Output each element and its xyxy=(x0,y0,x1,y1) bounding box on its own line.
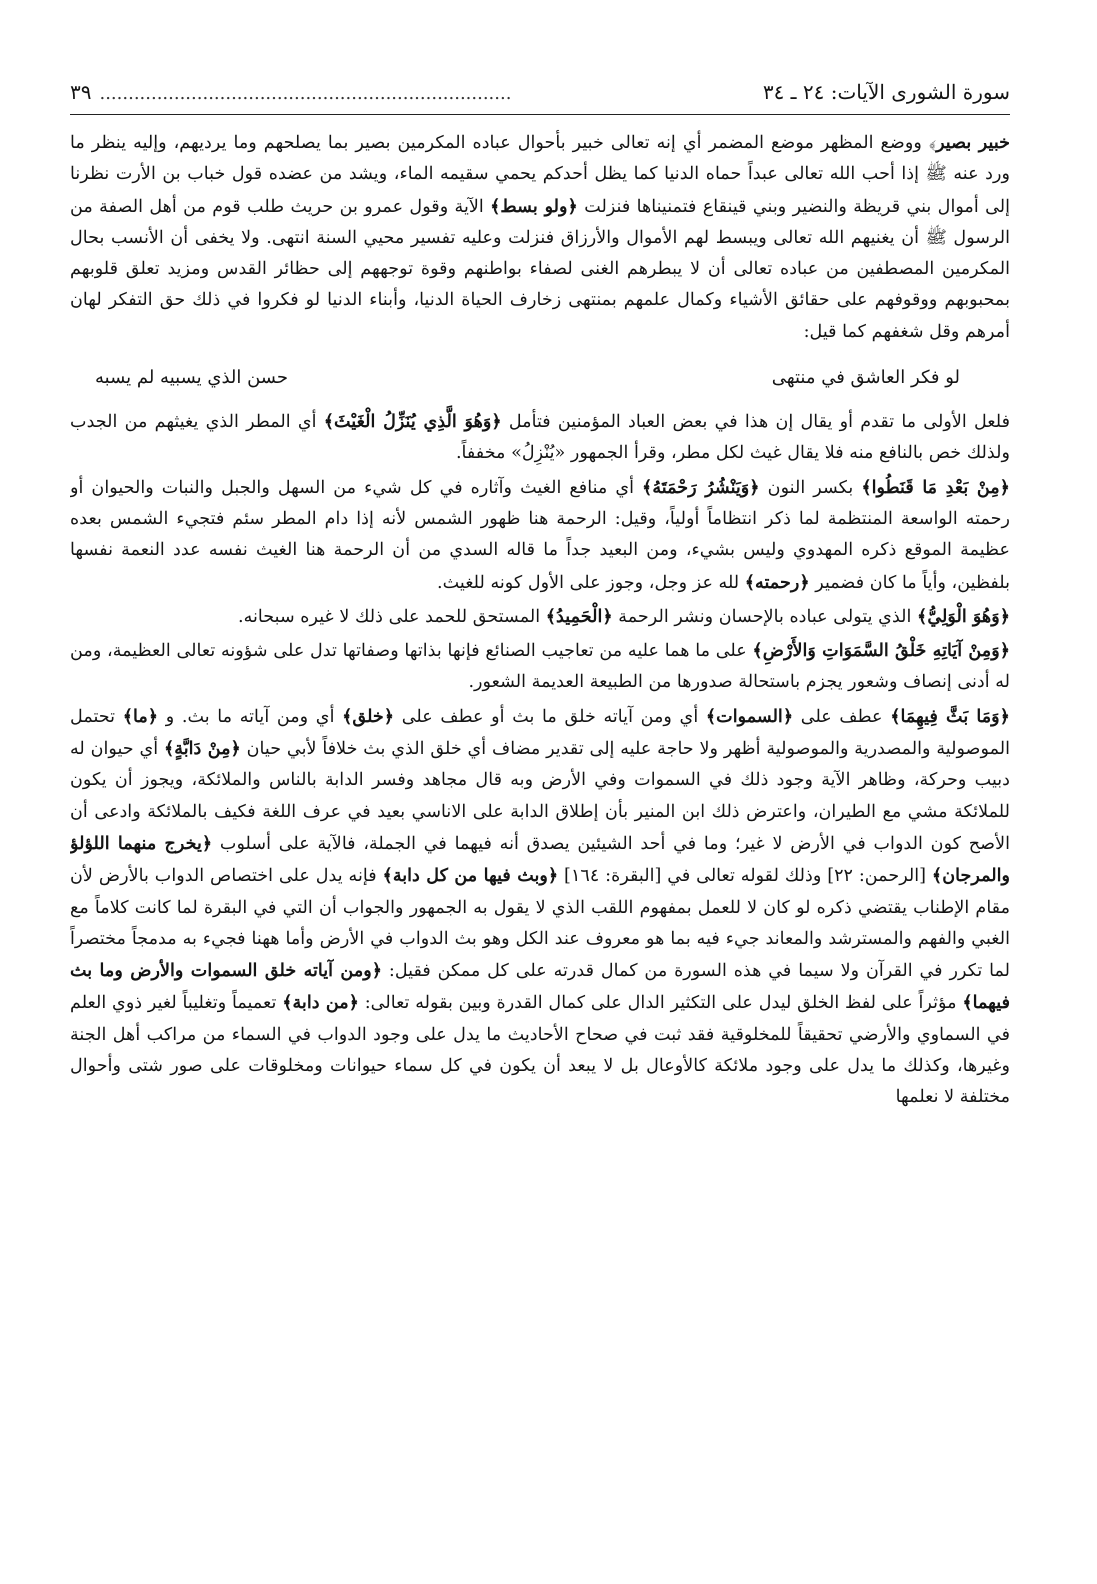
running-header xyxy=(70,72,1010,112)
commentary-text: تعميماً وتغليباً لغير ذوي العلم في السماوي والأرضي تحقيقاً للمخلوقية فقد ثبت في صحاح الأحاديث ما يدل على وجود الدواب في السماء من مراكب أهل الجنة وغيرها، وكذلك ما يدل على وجود ملائكة كالأوعال بل لا يبعد أن يكون في كل سماء حيوانات ومخلوقات على صور شتى وأحوال مختلفة لا نعلمها xyxy=(70,993,1010,1108)
quoted-verse: ﴿وبث فيها من كل دابة﴾ xyxy=(382,865,559,887)
paragraph-1 xyxy=(70,127,1010,348)
quoted-verse: ﴿رحمته﴾ xyxy=(744,571,810,593)
quoted-verse: ﴿ما﴾ xyxy=(122,705,159,727)
quoted-verse: ﴿وَمِنْ آيَاتِهِ خَلْقُ السَّمَوَاتِ وَالأَرْضِ﴾ xyxy=(752,640,1010,662)
paragraph-6 xyxy=(70,701,1010,1114)
commentary-text: الآية وقول عمرو بن حريث طلب قوم من أهل الصفة من الرسول ﷺ أن يغنيهم الله تعالى ويبسط لهم الأموال والأرزاق فنزلت وعليه تفسير محيي السنة انتهى. ولا يخفى أن الأنسب بحال المكرمين المصطفين من عباده تعالى أن لا يبطرهم الغنى لصفاء بواطنهم وقوة توجههم إلى حظائر القدس ومزيد تعلق قلوبهم بمحبوبهم ووقوفهم على حقائق الأشياء وكمال علمهم بمنتهى زخارف الحياة الدنيا، وأبناء الدنيا لو فكروا في ذلك حق التفكر لهان أمرهم وقل شغفهم كما قيل: xyxy=(70,196,1010,342)
quoted-verse: ﴿السموات﴾ xyxy=(705,705,794,727)
commentary-text: [الرحمن: ٢٢] وذلك لقوله تعالى في [البقرة: ١٦٤] xyxy=(558,866,932,887)
quoted-verse: ﴿يخرج منهما اللؤلؤ والمرجان﴾ xyxy=(70,832,1010,887)
quoted-verse: ﴿خلق﴾ xyxy=(342,705,395,727)
book-page xyxy=(70,72,1010,1562)
commentary-text: تحتمل الموصولية والمصدرية والموصولية أظهر ولا حاجة عليه إلى تقدير مضاف أي خلق الذي بث خلافاً لأبي حيان xyxy=(70,706,1010,760)
commentary-text: ﴾ ووضع المظهر موضع المضمر أي إنه تعالى خبير بأحوال عباده المكرمين بصير بما يصلحهم وما يرديهم، وإليه ينظر ما ورد عنه ﷺ إذا أحب الله تعالى عبداً حماه الدنيا كما يظل أحدكم يحمي سقيمه الماء، ويشد من عضده قول خباب بن الأرت نظرنا إلى أموال بني قريظة والنضير وبني قينقاع فتمنيناها فنزلت xyxy=(70,133,1010,217)
running-header-title: سورة الشورى الآيات: ٢٤ ـ ٣٤ xyxy=(762,80,1010,104)
quoted-verse: ﴿الْحَمِيدُ﴾ xyxy=(545,605,613,627)
commentary-text: أي ومن آياته ما بث. و xyxy=(158,706,343,727)
paragraph-4 xyxy=(70,601,1010,633)
leader-dots: ........................................................................ xyxy=(99,83,512,104)
quoted-verse: ﴿وَيَنْشُرُ رَحْمَتَهُ﴾ xyxy=(642,476,760,498)
commentary-text: الذي يتولى عباده بالإحسان ونشر الرحمة xyxy=(612,606,918,627)
paragraph-3 xyxy=(70,472,1010,599)
commentary-text: بكسر النون xyxy=(759,477,862,498)
commentary-text: أي حيوان له دبيب وحركة، وظاهر الآية وجود ذلك في السموات وفي الأرض وبه قال مجاهد وفسر الدابة بالناس والملائكة، ويجوز أن يكون للملائكة مشي مع الطيران، واعترض ذلك ابن المنير بأن إطلاق الدابة على الاناسي بعيد في عرف اللغة فكيف بالملائكة وادعى أن الأصح كون الدواب في الأرض لا غير؛ وما في أحد الشيئين يصدق أنه فيهما في الجملة، فالآية على أسلوب xyxy=(70,739,1010,854)
quoted-verse: ﴿وَمَا بَثَّ فِيهِمَا﴾ xyxy=(890,705,1010,727)
quoted-verse: ﴿من دابة﴾ xyxy=(282,992,359,1014)
quoted-verse: ﴿ومن آياته خلق السموات والأرض وما بث فيهما﴾ xyxy=(70,960,1010,1014)
commentary-text: أي منافع الغيث وآثاره في كل شيء من السهل والجبل والنبات والحيوان أو رحمته الواسعة المنتظمة لما ذكر انتظاماً أولياً، وقيل: الرحمة هنا ظهور الشمس لأنه إذا دام المطر سئم فتجيء الشمس بعده عظيمة الموقع ذكره المهدوي وليس بشيء، ومن البعيد جداً ما قاله السدي من أن الرحمة هنا الغيث نفسه عدد النعمة نفسها بلفظين، وأياً ما كان فضمير xyxy=(70,477,1010,593)
commentary-text: أي ومن آياته خلق ما بث أو عطف على xyxy=(394,706,706,727)
commentary-text: المستحق للحمد على ذلك لا غيره سبحانه. xyxy=(238,606,546,627)
commentary-text: أي المطر الذي يغيثهم من الجدب ولذلك خص بالنافع منه فلا يقال غيث لكل مطر، وقرأ الجمهور «يُنْزِلُ» مخففاً. xyxy=(70,412,1010,464)
quoted-verse: ﴿وَهُوَ الْوَلِيُّ﴾ xyxy=(917,605,1010,627)
quoted-verse: ﴿وَهُوَ الَّذِي يُنَزِّلُ الْغَيْثَ﴾ xyxy=(323,411,502,433)
paragraph-5 xyxy=(70,635,1010,699)
commentary-text: عطف على xyxy=(793,706,891,727)
commentary-text: على ما هما عليه من تعاجيب الصنائع فإنها بذاتها وصفاتها تدل على شؤونه تعالى العظيمة، ومن له أدنى إنصاف وشعور يجزم باستحالة صدورها من الطبيعة العديمة الشعور. xyxy=(70,641,1010,693)
verse-second-hemistich: حسن الذي يسبيه لم يسبه xyxy=(95,366,288,388)
page-number: ٣٩ xyxy=(70,80,92,104)
paragraph-2 xyxy=(70,406,1010,470)
header-rule xyxy=(70,114,1010,115)
commentary-text: فإنه يدل على اختصاص الدواب بالأرض لأن مقام الإطناب يقتضي ذكره لو كان لا للعمل بمفهوم اللقب الذي لا يقول به الجمهور والجواب أن التي في البقرة لما كانت كلاماً مع الغبي والفهم والمسترشد والمعاند جيء فيه بما هو معروف عند الكل وهو بث الدواب في الأرض وأما ههنا فجيء به مدمجاً مختصراً لما تكرر في القرآن ولا سيما في هذه السورة من كمال قدرته على كل ممكن فقيل: xyxy=(70,866,1010,982)
quoted-verse: خبير بصير xyxy=(936,132,1010,153)
commentary-text: فلعل الأولى ما تقدم أو يقال إن هذا في بعض العباد المؤمنين فتأمل xyxy=(501,412,1010,433)
quoted-verse: ﴿ولو بسط﴾ xyxy=(490,195,578,217)
quoted-verse: ﴿مِنْ دَابَّةٍ﴾ xyxy=(163,738,241,760)
commentary-text: لله عز وجل، وجوز على الأول كونه للغيث. xyxy=(437,572,745,593)
commentary-text: مؤثراً على لفظ الخلق ليدل على التكثير الدال على كمال القدرة وبين بقوله تعالى: xyxy=(358,993,963,1014)
quoted-verse: ﴿مِنْ بَعْدِ مَا قَنَطُوا﴾ xyxy=(861,476,1010,498)
verse-first-hemistich: لو فكر العاشق في منتهى xyxy=(771,366,960,388)
poetry-verse xyxy=(70,348,1010,406)
